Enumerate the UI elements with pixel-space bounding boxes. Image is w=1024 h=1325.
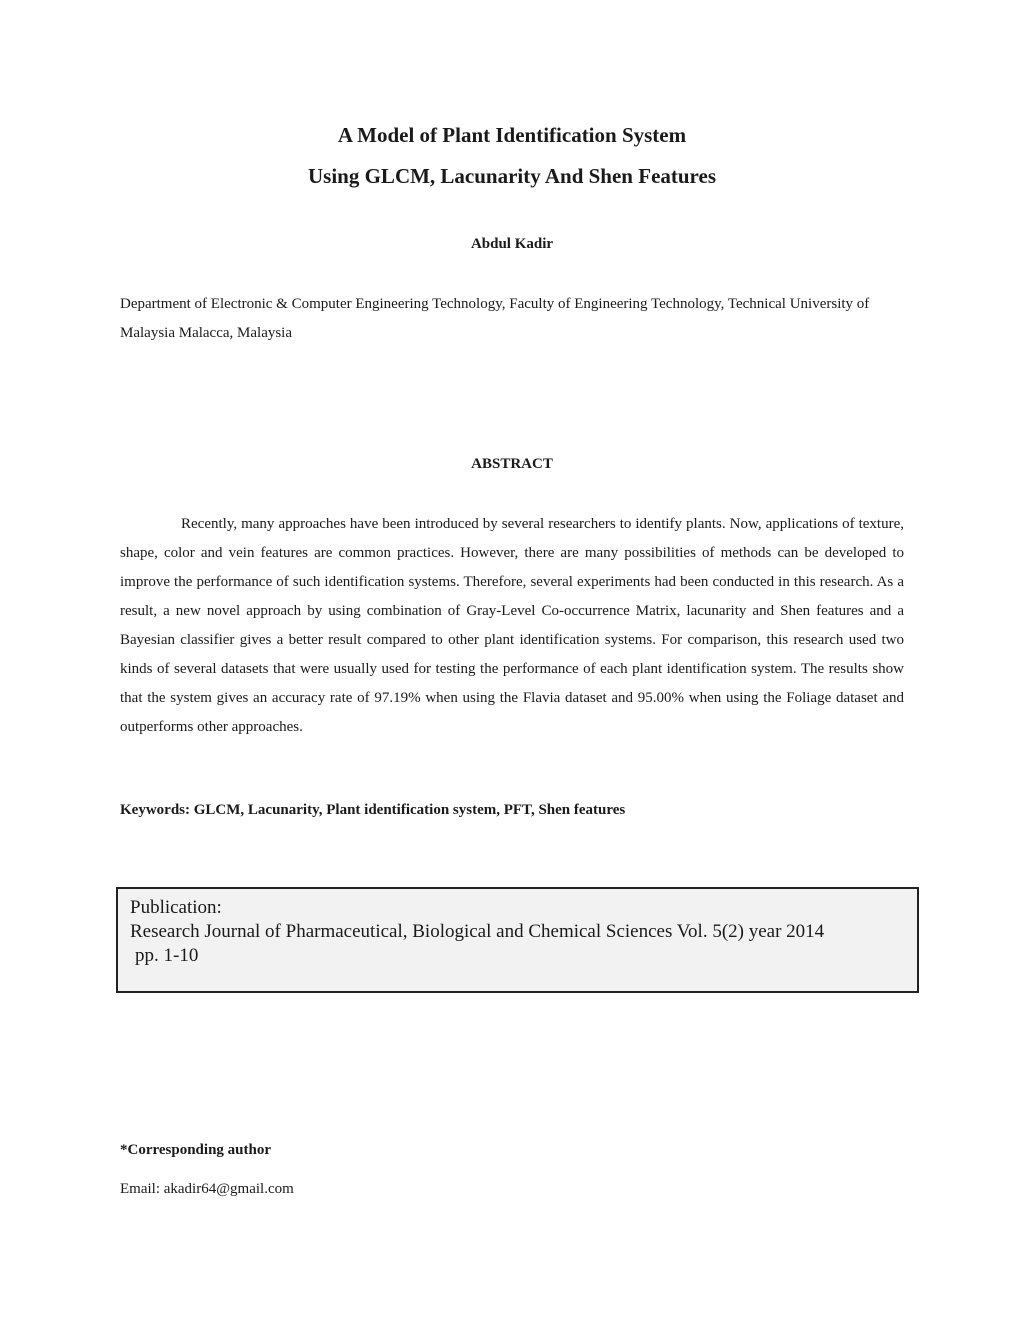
- publication-box: [116, 887, 919, 993]
- abstract-text: Recently, many approaches have been introduced by several researchers to identify plants. Now, applications of texture, shape, color and vein features are common practices. However, there are many possibilities of methods can be developed to improve the performance of such identification systems. Therefore, several experiments had been conducted in this research. As a result, a new novel approach by using combination of Gray-Level Co-occurrence Matrix, lacunarity and Shen features and a Bayesian classifier gives a better result compared to other plant identification systems. For comparison, this research used two kinds of several datasets that were usually used for testing the performance of each plant identification system. The results show that the system gives an accuracy rate of 97.19% when using the Flavia dataset and 95.00% when using the Foliage dataset and outperforms other approaches.: [120, 516, 904, 735]
- author-name: Abdul Kadir: [470, 236, 554, 252]
- keywords-line: Keywords: GLCM, Lacunarity, Plant identification system, PFT, Shen features: [120, 802, 626, 818]
- corresponding-author-label: *Corresponding author: [120, 1142, 271, 1158]
- publication-label: Publication:: [130, 897, 222, 918]
- publication-journal: Research Journal of Pharmaceutical, Biological and Chemical Sciences Vol. 5(2) year 2014: [130, 921, 825, 942]
- paper-title-line-1: A Model of Plant Identification System: [337, 123, 687, 147]
- paper-title-line-2: Using GLCM, Lacunarity And Shen Features: [308, 164, 716, 188]
- abstract-heading: ABSTRACT: [471, 456, 553, 472]
- publication-pages: pp. 1-10: [135, 945, 199, 966]
- corresponding-email: Email: akadir64@gmail.com: [120, 1181, 294, 1197]
- author-affiliation: Department of Electronic & Computer Engineering Technology, Faculty of Engineering Technology, Technical University of Malaysia Malacca, Malaysia: [120, 296, 870, 341]
